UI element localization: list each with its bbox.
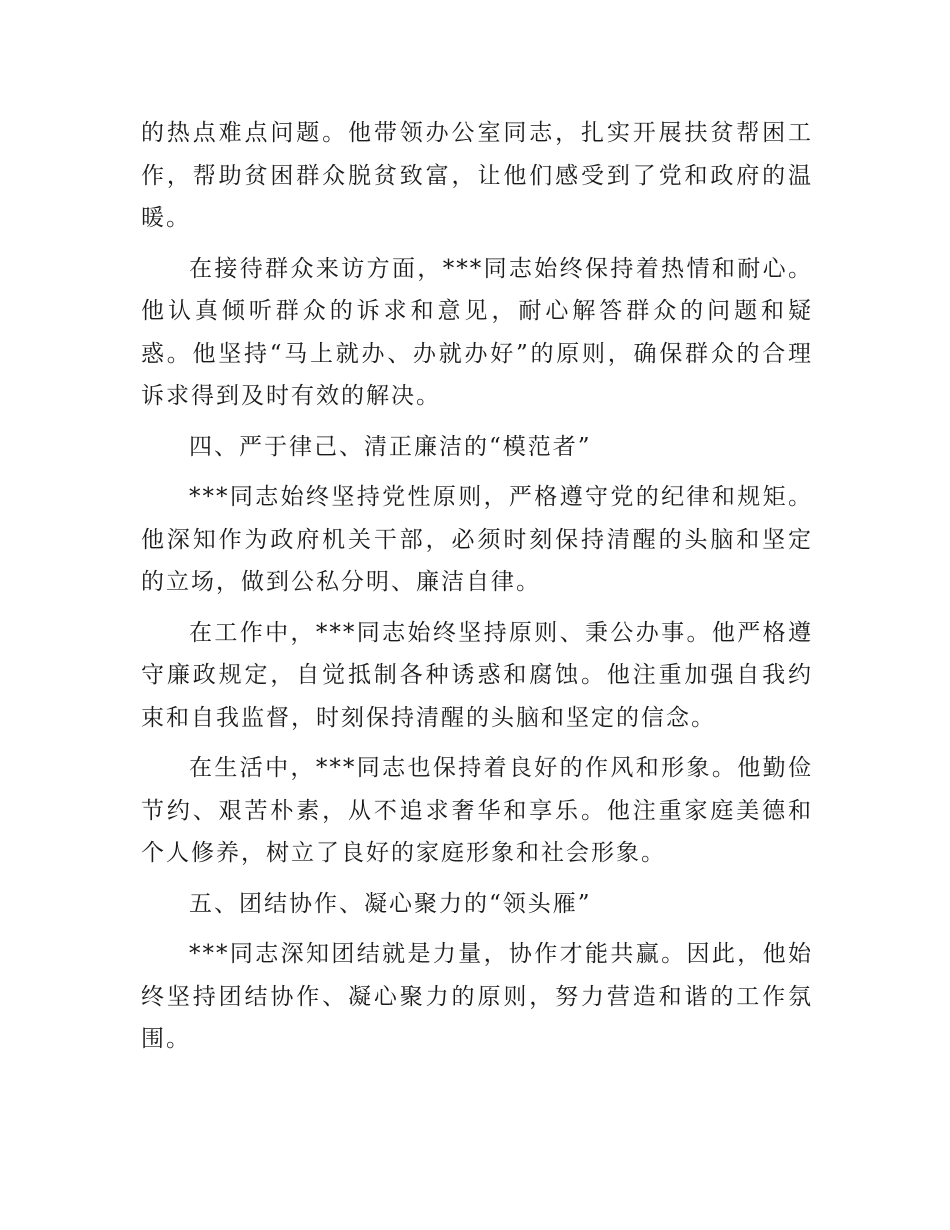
body-paragraph: ***同志始终坚持党性原则，严格遵守党的纪律和规矩。他深知作为政府机关干部，必须时刻保持清醒的头脑和坚定的立场，做到公私分明、廉洁自律。	[141, 484, 813, 595]
body-paragraph: 在接待群众来访方面，***同志始终保持着热情和耐心。他认真倾听群众的诉求和意见，耐心解答群众的问题和疑惑。他坚持“马上就办、办就办好”的原则，确保群众的合理诉求得到及时有效的解决。	[141, 255, 813, 409]
section-heading: 四、严于律己、清正廉洁的“模范者”	[189, 433, 592, 460]
body-paragraph: ***同志深知团结就是力量，协作才能共赢。因此，他始终坚持团结协作、凝心聚力的原则，努力营造和谐的工作氛围。	[141, 941, 813, 1052]
section-heading: 五、团结协作、凝心聚力的“领头雁”	[189, 890, 592, 917]
body-paragraph: 的热点难点问题。他带领办公室同志，扎实开展扶贫帮困工作，帮助贫困群众脱贫致富，让他们感受到了党和政府的温暖。	[141, 120, 813, 231]
body-paragraph: 在工作中，***同志始终坚持原则、秉公办事。他严格遵守廉政规定，自觉抵制各种诱惑和腐蚀。他注重加强自我约束和自我监督，时刻保持清醒的头脑和坚定的信念。	[141, 619, 813, 731]
body-paragraph: 在生活中，***同志也保持着良好的作风和形象。他勤俭节约、艰苦朴素，从不追求奢华和享乐。他注重家庭美德和个人修养，树立了良好的家庭形象和社会形象。	[141, 755, 813, 866]
document-body	[141, 112, 813, 1069]
